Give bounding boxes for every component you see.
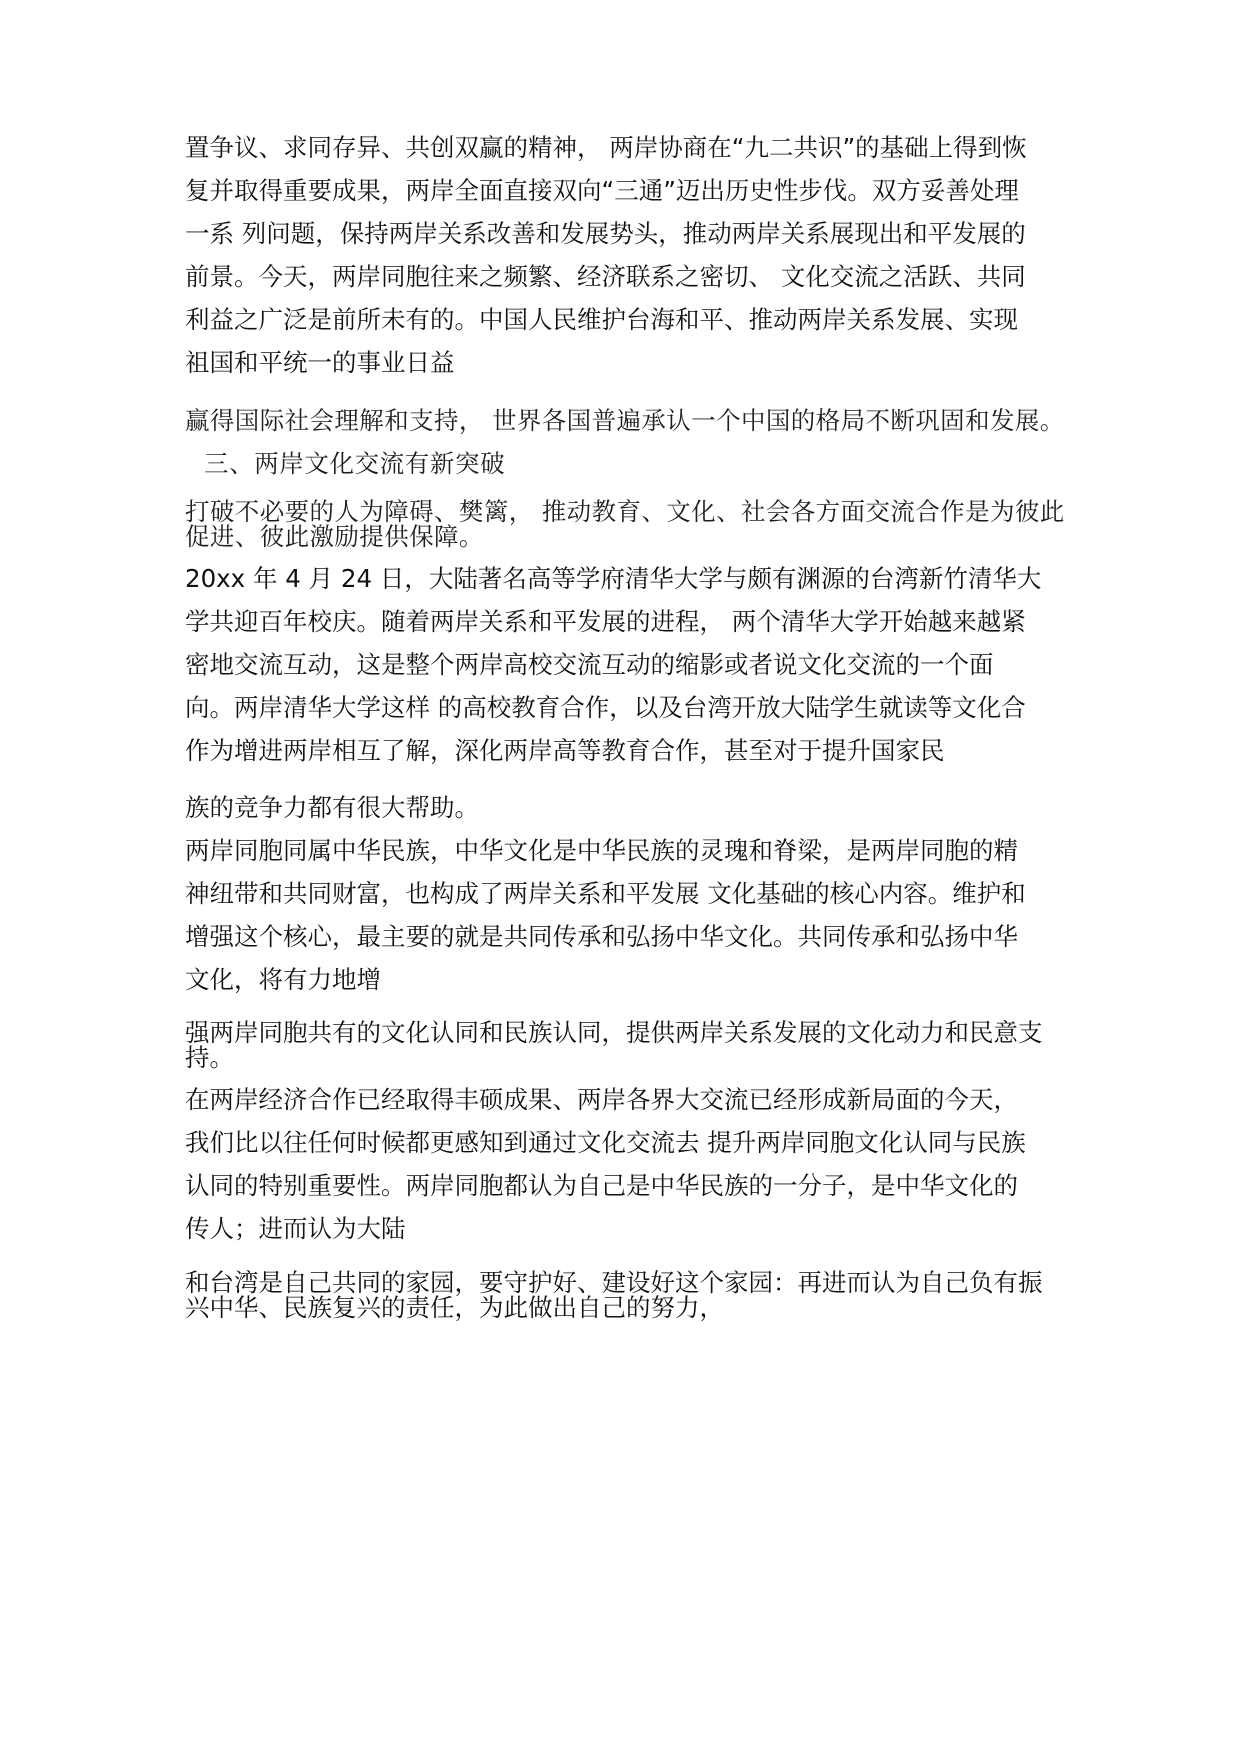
text-line: 复并取得重要成果，两岸全面直接双向“三通”迈出历史性步伐。双方妥善处理 bbox=[185, 176, 1019, 205]
text-line: 赢得国际社会理解和支持， 世界各国普遍承认一个中国的格局不断巩固和发展。 bbox=[185, 406, 1065, 435]
text-line: 兴中华、民族复兴的责任，为此做出自己的努力， bbox=[185, 1293, 724, 1322]
text-line: 学共迎百年校庆。随着两岸关系和平发展的进程， 两个清华大学开始越来越紧 bbox=[185, 607, 1026, 636]
text-line: 持。 bbox=[185, 1043, 234, 1072]
text-line: 认同的特别重要性。两岸同胞都认为自己是中华民族的一分子，是中华文化的 bbox=[185, 1171, 1018, 1200]
text-line: 传人；进而认为大陆 bbox=[185, 1214, 406, 1243]
text-line: 打破不必要的人为障碍、樊篱， 推动教育、文化、社会各方面交流合作是为彼此 bbox=[185, 497, 1065, 526]
section-heading: 三、两岸文化交流有新突破 bbox=[204, 449, 506, 478]
text-line: 前景。今天，两岸同胞往来之频繁、经济联系之密切、 文化交流之活跃、共同 bbox=[185, 262, 1026, 291]
text-line: 神纽带和共同财富，也构成了两岸关系和平发展 文化基础的核心内容。维护和 bbox=[185, 879, 1026, 908]
text-line: 向。两岸清华大学这样 的高校教育合作，以及台湾开放大陆学生就读等文化合 bbox=[185, 693, 1026, 722]
text-line: 我们比以往任何时候都更感知到通过文化交流去 提升两岸同胞文化认同与民族 bbox=[185, 1128, 1026, 1157]
text-line: 促进、彼此激励提供保障。 bbox=[185, 522, 484, 551]
text-line: 文化，将有力地增 bbox=[185, 965, 381, 994]
text-line: 利益之广泛是前所未有的。中国人民维护台海和平、推动两岸关系发展、实现 bbox=[185, 305, 1018, 334]
text-line: 在两岸经济合作已经取得丰硕成果、两岸各界大交流已经形成新局面的今天， bbox=[185, 1085, 1018, 1114]
text-line: 强两岸同胞共有的文化认同和民族认同，提供两岸关系发展的文化动力和民意支 bbox=[185, 1018, 1043, 1047]
text-line: 增强这个核心，最主要的就是共同传承和弘扬中华文化。共同传承和弘扬中华 bbox=[185, 922, 1018, 951]
text-line: 密地交流互动，这是整个两岸高校交流互动的缩影或者说文化交流的一个面 bbox=[185, 650, 994, 679]
text-line: 族的竞争力都有很大帮助。 bbox=[185, 793, 479, 822]
text-line: 祖国和平统一的事业日益 bbox=[185, 348, 455, 377]
text-line: 置争议、求同存异、共创双赢的精神， 两岸协商在“九二共识”的基础上得到恢 bbox=[185, 133, 1027, 162]
text-line: 20xx 年 4 月 24 日，大陆著名高等学府清华大学与颇有渊源的台湾新竹清华大 bbox=[185, 564, 1042, 593]
text-line: 作为增进两岸相互了解，深化两岸高等教育合作，甚至对于提升国家民 bbox=[185, 736, 945, 765]
text-line: 两岸同胞同属中华民族，中华文化是中华民族的灵瑰和脊梁，是两岸同胞的精 bbox=[185, 836, 1018, 865]
text-line: 和台湾是自己共同的家园，要守护好、建设好这个家园：再进而认为自己负有振 bbox=[185, 1268, 1043, 1297]
text-line: 一系 列问题，保持两岸关系改善和发展势头，推动两岸关系展现出和平发展的 bbox=[185, 219, 1026, 248]
